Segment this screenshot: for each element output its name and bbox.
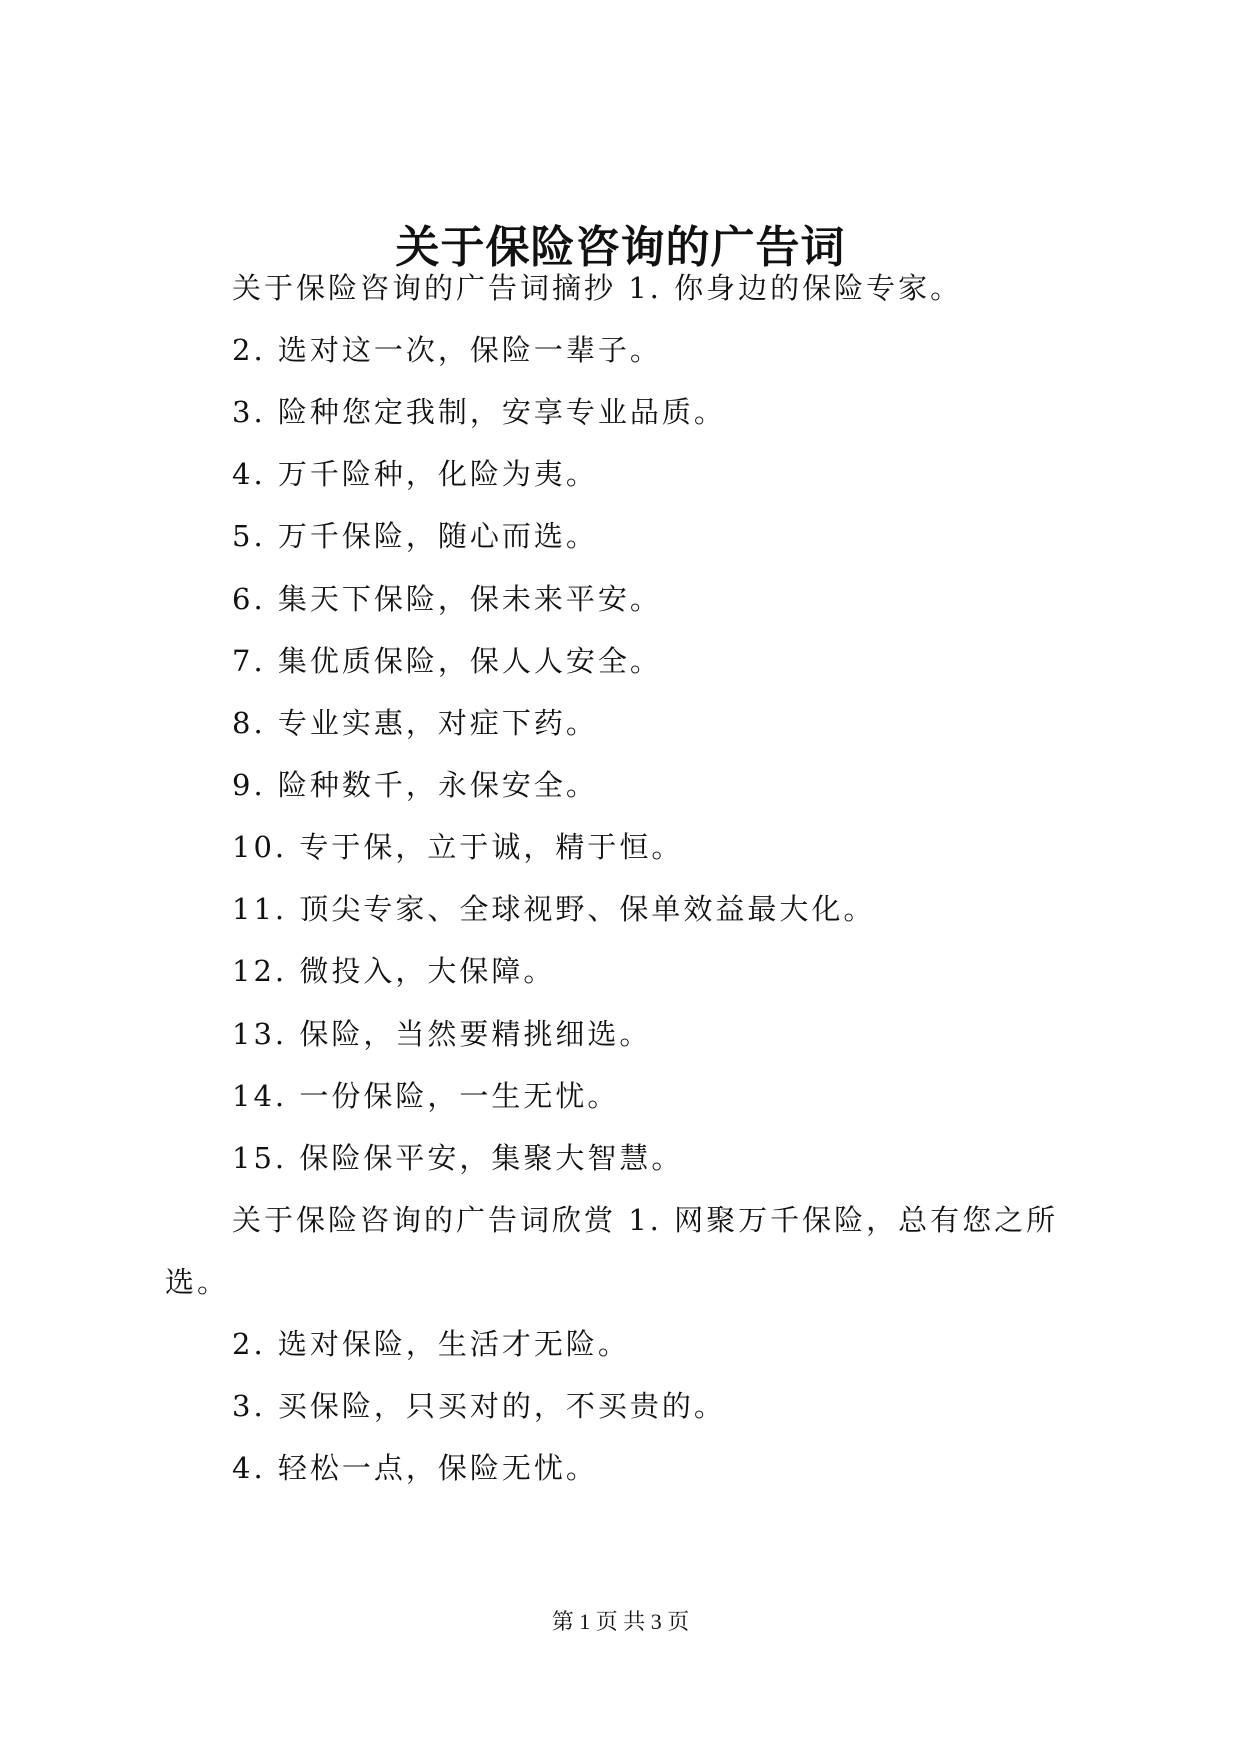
- body-line: 14. 一份保险，一生无忧。: [232, 1079, 620, 1113]
- body-line: 3. 买保险，只买对的，不买贵的。: [232, 1389, 726, 1423]
- body-line: 2. 选对这一次，保险一辈子。: [232, 333, 662, 367]
- body-line: 9. 险种数千，永保安全。: [232, 768, 598, 802]
- page-footer: 第 1 页 共 3 页: [551, 1609, 690, 1634]
- body-line: 关于保险咨询的广告词摘抄 1. 你身边的保险专家。: [232, 271, 963, 305]
- body-line: 3. 险种您定我制，安享专业品质。: [232, 395, 726, 429]
- body-line: 4. 轻松一点，保险无忧。: [232, 1451, 598, 1485]
- body-line: 10. 专于保，立于诚，精于恒。: [232, 830, 684, 864]
- body-line: 8. 专业实惠，对症下药。: [232, 706, 598, 740]
- body-line: 选。: [165, 1265, 230, 1299]
- body-line: 7. 集优质保险，保人人安全。: [232, 644, 662, 678]
- body-line: 11. 顶尖专家、全球视野、保单效益最大化。: [232, 892, 876, 926]
- body-line: 5. 万千保险，随心而选。: [232, 519, 598, 553]
- body-line: 6. 集天下保险，保未来平安。: [232, 582, 662, 616]
- body-line: 4. 万千险种，化险为夷。: [232, 457, 598, 491]
- body-line: 关于保险咨询的广告词欣赏 1. 网聚万千保险，总有您之所: [232, 1203, 1059, 1237]
- body-line: 15. 保险保平安，集聚大智慧。: [232, 1141, 684, 1175]
- body-line: 12. 微投入，大保障。: [232, 954, 556, 988]
- body-line: 13. 保险，当然要精挑细选。: [232, 1017, 652, 1051]
- body-line: 2. 选对保险，生活才无险。: [232, 1327, 630, 1361]
- document-title: 关于保险咨询的广告词: [395, 222, 846, 273]
